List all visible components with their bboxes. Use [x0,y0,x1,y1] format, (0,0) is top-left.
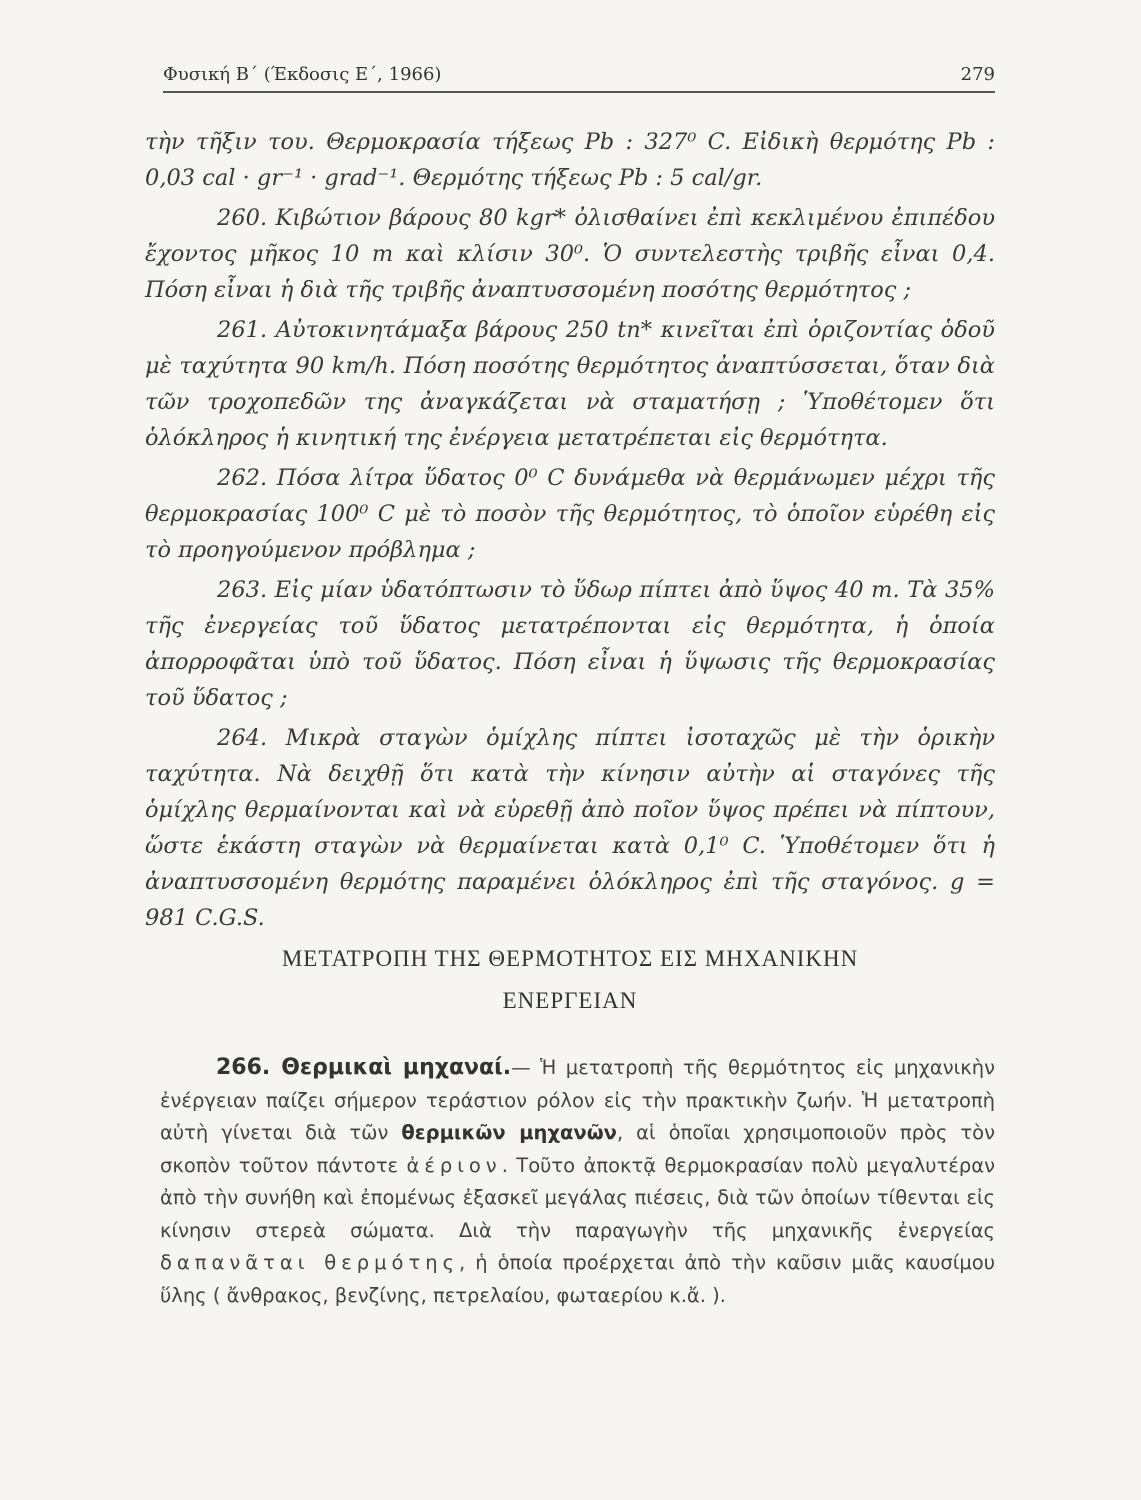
section-heading [145,938,995,1022]
problem-263: 263. Εἰς μίαν ὑδατόπτωσιν τὸ ὕδωρ πίπτει ἀπὸ ὕψος 40 m. Τὰ 35% τῆς ἐνεργείας τοῦ ὕδατος μετατρέπονται εἰς θερμότητα, ἡ ὁποία ἀπορροφᾶται ὑπὸ τοῦ ὕδατος. Πόση εἶναι ἡ ὕψωσις τῆς θερμοκρασίας τοῦ ὕδατος ; [145,577,995,711]
problem-261: 261. Αὐτοκινητάμαξα βάρους 250 tn* κινεῖται ἐπὶ ὁριζοντίας ὁδοῦ μὲ ταχύτητα 90 km/h. Πόση ποσότης θερμότητος ἀναπτύσσεται, ὅταν διὰ τῶν τροχοπεδῶν της ἀναγκάζεται νὰ σταματήσῃ ; Ὑποθέτομεν ὅτι ὁλόκληρος ἡ κινητική της ἐνέργεια μετατρέπεται εἰς θερμότητα. [145,317,995,451]
running-title: Φυσική Β΄ (Έκδοσις Ε΄, 1966) [163,64,442,85]
page-number: 279 [960,64,995,85]
problem-260: 260. Κιβώτιον βάρους 80 kgr* ὀλισθαίνει ἐπὶ κεκλιμένου ἐπιπέδου ἔχοντος μῆκος 10 m καὶ κλίσιν 30⁰. Ὁ συντελεστὴς τριβῆς εἶναι 0,4. Πόση εἶναι ἡ διὰ τῆς τριβῆς ἀναπτυσσομένη ποσότης θερμότητος ; [145,205,995,303]
paragraph-266-heading: 266. Θερμικαὶ μηχαναί. [216,1055,512,1080]
text-segment-3: . Τοῦτο ἀποκτᾷ θερμοκρασίαν πολὺ μεγαλυτέραν ἀπὸ τὴν συνήθη καὶ ἐπομένως ἐξασκεῖ μεγάλας πιέσεις, διὰ τῶν ὁποίων τίθενται εἰς κίνησιν στερεὰ σώματα. Διὰ τὴν παραγωγὴν τῆς μηχανικῆς ἐνεργείας [160,1153,995,1242]
problems-block [145,124,995,940]
text-segment-1: — Ἡ μετατροπὴ τῆς θερμότητος εἰς μηχανικὴν ἐνέργειαν παίζει σήμερον τεράστιον ρόλον εἰς τὴν πρακτικὴν ζωήν. Ἡ μετατροπὴ αὐτὴ γίνεται διὰ τῶν [160,1056,995,1144]
paragraph-266-text [160,1052,995,1312]
section-heading-line-1: ΜΕΤΑΤΡΟΠΗ ΤΗΣ ΘΕΡΜΟΤΗΤΟΣ ΕΙΣ ΜΗΧΑΝΙΚΗΝ [281,946,859,971]
spaced-term-1: ἀέριον [406,1153,502,1177]
text-segment-2: , αἱ ὁποῖαι χρησιμοποιοῦν πρὸς τὸν σκοπὸν τοῦτον πάντοτε [160,1121,995,1177]
problem-264: 264. Μικρὰ σταγὼν ὁμίχλης πίπτει ἰσοταχῶς μὲ τὴν ὁρικὴν ταχύτητα. Νὰ δειχθῇ ὅτι κατὰ τὴν κίνησιν αὐτὴν αἱ σταγόνες τῆς ὁμίχλης θερμαίνονται καὶ νὰ εὑρεθῇ ἀπὸ ποῖον ὕψος πρέπει νὰ πίπτουν, ὥστε ἑκάστη σταγὼν νὰ θερμαίνεται κατὰ 0,1⁰ C. Ὑποθέτομεν ὅτι ἡ ἀναπτυσσομένη θερμότης παραμένει ὁλόκληρος ἐπὶ τῆς σταγόνος. g = 981 C.G.S. [145,725,995,931]
bold-term: θερμικῶν μηχανῶν [401,1121,617,1144]
section-heading-line-2: ΕΝΕΡΓΕΙΑΝ [502,988,638,1013]
spaced-term-2: δαπανᾶται θερμότης [160,1251,460,1274]
paragraph-266 [160,1052,995,1312]
text-segment-4: , ἡ ὁποία προέρχεται ἀπὸ τὴν καῦσιν μιᾶς καυσίμου ὕλης ( ἄνθρακος, βενζίνης, πετρελαίου, φωταερίου κ.ἄ. ). [160,1251,996,1307]
page-header [163,64,995,93]
problem-continuation: τὴν τῆξιν του. Θερμοκρασία τήξεως Pb : 327⁰ C. Εἰδικὴ θερμότης Pb : 0,03 cal · gr⁻¹ · grad⁻¹. Θερμότης τήξεως Pb : 5 cal/gr. [145,129,995,191]
problem-262: 262. Πόσα λίτρα ὕδατος 0⁰ C δυνάμεθα νὰ θερμάνωμεν μέχρι τῆς θερμοκρασίας 100⁰ C μὲ τὸ ποσὸν τῆς θερμότητος, τὸ ὁποῖον εὑρέθη εἰς τὸ προηγούμενον πρόβλημα ; [145,465,995,563]
